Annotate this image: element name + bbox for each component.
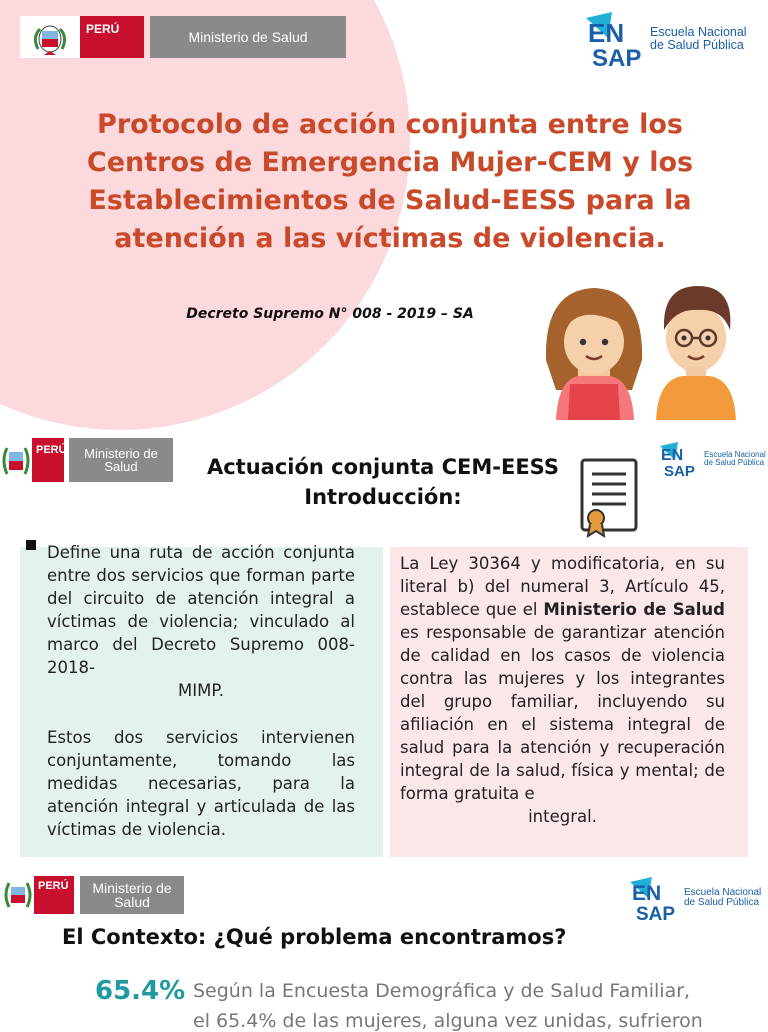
ensap-logo — [658, 440, 766, 478]
stat-value-1: 65.4% — [95, 976, 186, 1006]
intro-heading-line1: Actuación conjunta CEM-EESS — [206, 455, 559, 479]
svg-text:SAP: SAP — [592, 45, 642, 70]
intro-left-paragraph-1 — [47, 541, 355, 702]
gov-header — [2, 876, 184, 914]
svg-text:SAP: SAP — [664, 463, 695, 478]
gov-header — [0, 438, 173, 482]
decree-subtitle: Decreto Supremo N° 008 - 2019 – SA — [186, 306, 474, 322]
ensap-logo-icon — [582, 8, 648, 70]
intro-right-paragraph — [400, 552, 725, 828]
intro-heading — [178, 452, 588, 512]
ensap-line1: Escuela Nacional — [684, 886, 762, 898]
ensap-logo-icon — [628, 874, 684, 922]
ensap-logo — [628, 874, 761, 922]
ensap-line2: de Salud Pública — [650, 38, 744, 52]
intro-left-p1-text: Define una ruta de acción conjunta entre dos servicios que forman parte del circuito de atención integral a víctimas de violencia; vinculado al marco del Decreto Supremo 008-2018- — [47, 543, 355, 677]
ensap-line1: Escuela Nacional — [704, 449, 766, 459]
svg-text:EN: EN — [632, 882, 662, 905]
stat-description-line2: el 65.4% de las mujeres, alguna vez unidas, sufrieron — [193, 1010, 703, 1032]
intro-heading-line2: Introducción: — [304, 485, 462, 509]
ministry-label: Ministerio de Salud — [150, 16, 346, 58]
ensap-logo — [582, 8, 747, 70]
ensap-line2: de Salud Pública — [684, 897, 760, 908]
slide-title — [0, 0, 768, 432]
main-title: Protocolo de acción conjunta entre los Centros de Emergencia Mujer-CEM y los Establecimientos de Salud-EESS para la atención a las víctimas de violencia. — [86, 109, 694, 254]
coat-of-arms-icon — [20, 16, 80, 58]
ensap-logo-icon — [658, 440, 704, 478]
intro-right-text-pre: La Ley 30364 y modificatoria, en su literal b) del numeral 3, Artículo 45, establece que el — [400, 554, 725, 619]
svg-text:EN: EN — [588, 18, 625, 48]
intro-right-text-last: integral. — [528, 807, 597, 826]
peru-label: PERÚ — [80, 16, 144, 58]
gov-header — [20, 16, 346, 58]
ministry-label: Ministerio de Salud — [69, 438, 173, 482]
certificate-document-icon — [578, 458, 640, 538]
ministry-label: Ministerio de Salud — [80, 876, 184, 914]
context-heading: El Contexto: ¿Qué problema encontramos? — [62, 925, 567, 949]
coat-of-arms-icon — [0, 438, 32, 482]
intro-right-text-post: es responsable de garantizar atención de calidad en los casos de violencia contra las mujeres y los integrantes del grupo familiar, incluyendo su afiliación en el sistema integral de salud para la atención y recuperación integral de la salud, física y mental; de forma gratuita e — [400, 623, 725, 803]
bullet-square-icon — [26, 540, 36, 550]
peru-label: PERÚ — [32, 438, 64, 482]
ensap-line2: de Salud Pública — [704, 458, 765, 467]
stat-description-line1: Según la Encuesta Demográfica y de Salud Familiar, — [193, 980, 691, 1002]
peru-label: PERÚ — [34, 876, 74, 914]
coat-of-arms-icon — [2, 876, 34, 914]
svg-text:EN: EN — [661, 447, 684, 464]
children-illustration — [538, 280, 748, 420]
svg-text:SAP: SAP — [636, 904, 676, 922]
intro-right-text-bold: Ministerio de Salud — [543, 600, 725, 619]
intro-left-paragraph-2: Estos dos servicios intervienen conjuntamente, tomando las medidas necesarias, para la atención integral y articulada de las víctimas de violencia. — [47, 728, 355, 839]
intro-left-p1-last: MIMP. — [178, 681, 224, 700]
ensap-line1: Escuela Nacional — [650, 24, 747, 39]
